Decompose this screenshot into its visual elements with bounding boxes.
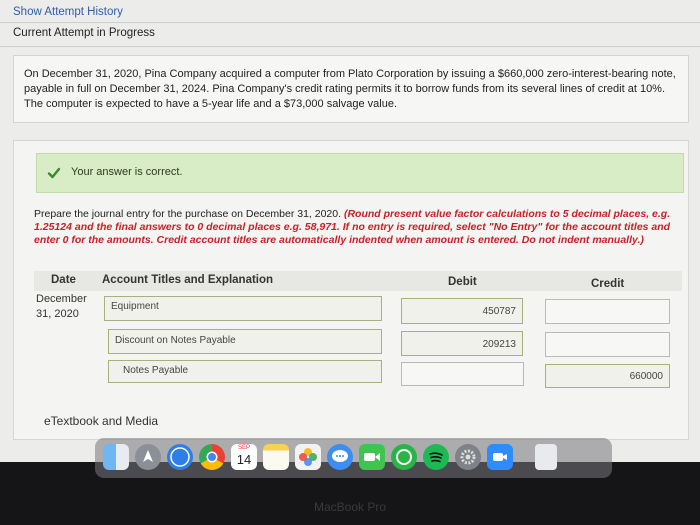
trash-icon[interactable] <box>535 444 557 470</box>
dock <box>95 438 612 478</box>
debit-header: Debit <box>448 276 477 288</box>
show-attempt-history-link[interactable]: Show Attempt History <box>13 6 123 18</box>
chrome-icon[interactable] <box>199 444 225 470</box>
correct-answer-text: Your answer is correct. <box>71 166 183 178</box>
instructions-rounding-note: (Round present value factor calculations to 5 decimal places, e.g. 1.25124 and the final answers to 0 decimal places e.g. 58,971. If no entry is required, select "No Entry" for the account titles and enter 0 for the amounts. Credit account titles are automatically indented when amount is entered. Do not indent manually.) <box>34 208 671 246</box>
debit-input-row1[interactable]: 450787 <box>401 298 523 324</box>
date-header: Date <box>51 274 76 286</box>
calendar-month: SEP <box>237 445 250 451</box>
correct-answer-banner <box>36 153 684 193</box>
entry-date-line1: December <box>36 293 87 305</box>
divider <box>0 46 700 47</box>
debit-input-row3[interactable] <box>401 362 524 386</box>
account-titles-header: Account Titles and Explanation <box>102 274 274 286</box>
safari-icon[interactable] <box>167 444 193 470</box>
problem-text: On December 31, 2020, Pina Company acquired a computer from Plato Corporation by issuing a $660,000 zero-interest-bearing note, payable in full on December 31, 2024. Pina Company's credit rating permits it to borrow funds from its several lines of credit at 10%. The computer is expected to have a 5-year life and a $73,000 salvage value. <box>24 68 676 110</box>
checkmark-icon <box>47 166 61 180</box>
question-panel <box>13 140 689 440</box>
entry-date-line2: 31, 2020 <box>36 308 79 320</box>
divider <box>0 22 700 23</box>
account-title-select-row3[interactable]: Notes Payable <box>108 360 382 383</box>
launchpad-icon[interactable] <box>135 444 161 470</box>
device-label: MacBook Pro <box>313 500 387 514</box>
credit-input-row1[interactable] <box>545 299 670 324</box>
problem-statement <box>13 55 689 123</box>
account-title-select-row2[interactable]: Discount on Notes Payable <box>108 329 382 354</box>
entry-date <box>36 292 87 322</box>
spotify-icon[interactable] <box>423 444 449 470</box>
finder-icon[interactable] <box>103 444 129 470</box>
calendar-icon[interactable] <box>231 444 257 470</box>
current-attempt-label: Current Attempt in Progress <box>13 27 155 39</box>
photos-icon[interactable] <box>295 444 321 470</box>
calendar-day: 14 <box>236 452 252 467</box>
etextbook-media-link[interactable]: eTextbook and Media <box>44 414 159 428</box>
facetime-icon[interactable] <box>359 444 385 470</box>
instructions-text: Prepare the journal entry for the purchase on December 31, 2020. <box>34 208 342 220</box>
account-title-select-row1[interactable]: Equipment <box>104 296 382 321</box>
notes-icon[interactable] <box>263 444 289 470</box>
credit-input-row2[interactable] <box>545 332 670 357</box>
instructions <box>34 208 674 247</box>
credit-input-row3[interactable]: 660000 <box>545 364 670 388</box>
debit-input-row2[interactable]: 209213 <box>401 331 523 356</box>
whatsapp-icon[interactable] <box>391 444 417 470</box>
zoom-icon[interactable] <box>487 444 513 470</box>
messages-icon[interactable] <box>327 444 353 470</box>
credit-header: Credit <box>591 278 625 290</box>
system-preferences-icon[interactable] <box>455 444 481 470</box>
